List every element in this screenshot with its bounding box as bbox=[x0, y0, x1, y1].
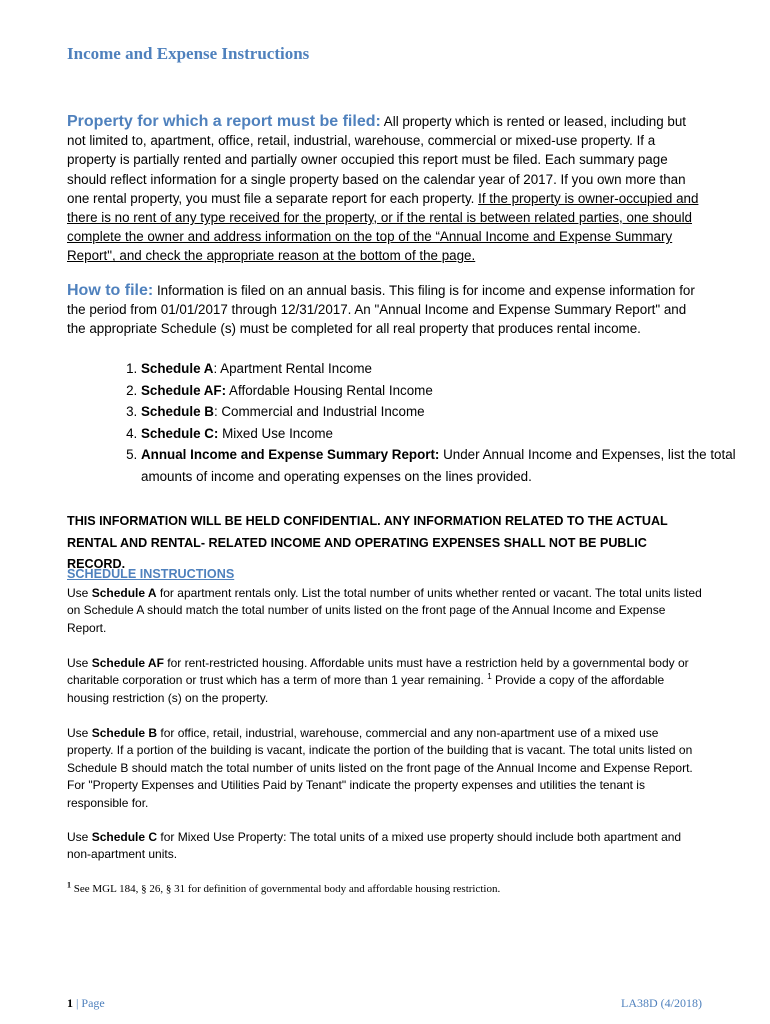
list-item: 4. Schedule C: Mixed Use Income bbox=[141, 423, 770, 445]
footnote-marker: 1 bbox=[487, 672, 492, 682]
property-text: All property which is rented or leased, including but not limited to, apartment, office, retail, industrial, warehouse, commercial or mixed-use property. If a property is partially rented and partially owner occupied this report must be filed. Each summary page should reflect information for a single property based on the calendar year of 2017. If you own more than one rental property, you must file a separate report for each property. bbox=[67, 114, 687, 206]
schedule-instructions-heading: SCHEDULE INSTRUCTIONS bbox=[67, 567, 235, 581]
schedule-b-paragraph: Use Schedule B for office, retail, industrial, warehouse, commercial and any non-apartment use of a mixed use property. If a portion of the building is vacant, indicate the portion of the building that is vacant. The total units listed on Schedule B should match the total number of units listed on the front page of the Annual Income and Expense Report. For "Property Expenses and Utilities Paid by Tenant" indicate the property expenses and utilities the tenant is responsible for. bbox=[67, 726, 693, 810]
confidential-notice: THIS INFORMATION WILL BE HELD CONFIDENTIAL. ANY INFORMATION RELATED TO THE ACTUAL RENTAL AND RENTAL- RELATED INCOME AND OPERATING EXPENSES SHALL NOT BE PUBLIC RECORD. bbox=[67, 514, 668, 571]
list-item: 2. Schedule AF: Affordable Housing Rental Income bbox=[141, 380, 770, 402]
page-number: 1 | Page bbox=[67, 996, 105, 1010]
list-item: 1. Schedule A: Apartment Rental Income bbox=[141, 358, 770, 380]
property-heading: Property for which a report must be filed: bbox=[67, 113, 381, 130]
schedule-c-paragraph: Use Schedule C for Mixed Use Property: The total units of a mixed use property should include both apartment and non-apartment units. bbox=[67, 830, 682, 862]
schedule-af-paragraph: Use Schedule AF for rent-restricted housing. Affordable units must have a restriction held by a governmental body or charitable corporation or trust which has a term of more than 1 year remaining. $^1$ Provide a copy of the affordable housing restriction (s) on the property. bbox=[67, 656, 689, 705]
footnote: $^1$ See MGL 184, § 26, § 31 for definition of governmental body and affordable housing restriction. bbox=[67, 880, 501, 895]
list-item: 5. Annual Income and Expense Summary Report: Under Annual Income and Expenses, list the total amounts of income and operating expenses on the lines provided. bbox=[141, 444, 770, 487]
schedule-list bbox=[67, 358, 770, 488]
property-owner-occupied-note: If the property is owner-occupied and there is no rent of any type received for the property, or if the rental is between related parties, one should complete the owner and address information on the top of the “Annual Income and Expense Summary Report", and check the appropriate reason at the bottom of the page. bbox=[67, 190, 699, 264]
property-section bbox=[67, 112, 703, 266]
page-title: Income and Expense Instructions bbox=[67, 44, 310, 63]
how-to-file-heading: How to file: bbox=[67, 282, 154, 299]
list-item: 3. Schedule B: Commercial and Industrial Income bbox=[141, 401, 770, 423]
schedule-a-paragraph: Use Schedule A for apartment rentals only. List the total number of units whether rented or vacant. The total units listed on Schedule A should match the total number of units listed on the front page of the Annual Income and Expense Report. bbox=[67, 586, 702, 635]
form-id: LA38D (4/2018) bbox=[621, 996, 702, 1010]
how-to-file-text: Information is filed on an annual basis. This filing is for income and expense information for the period from 01/01/2017 through 12/31/2017. An "Annual Income and Expense Summary Report" and the appropriate Schedule (s) must be completed for all real property that produces rental income. bbox=[67, 283, 695, 337]
how-to-file-section bbox=[67, 281, 703, 339]
